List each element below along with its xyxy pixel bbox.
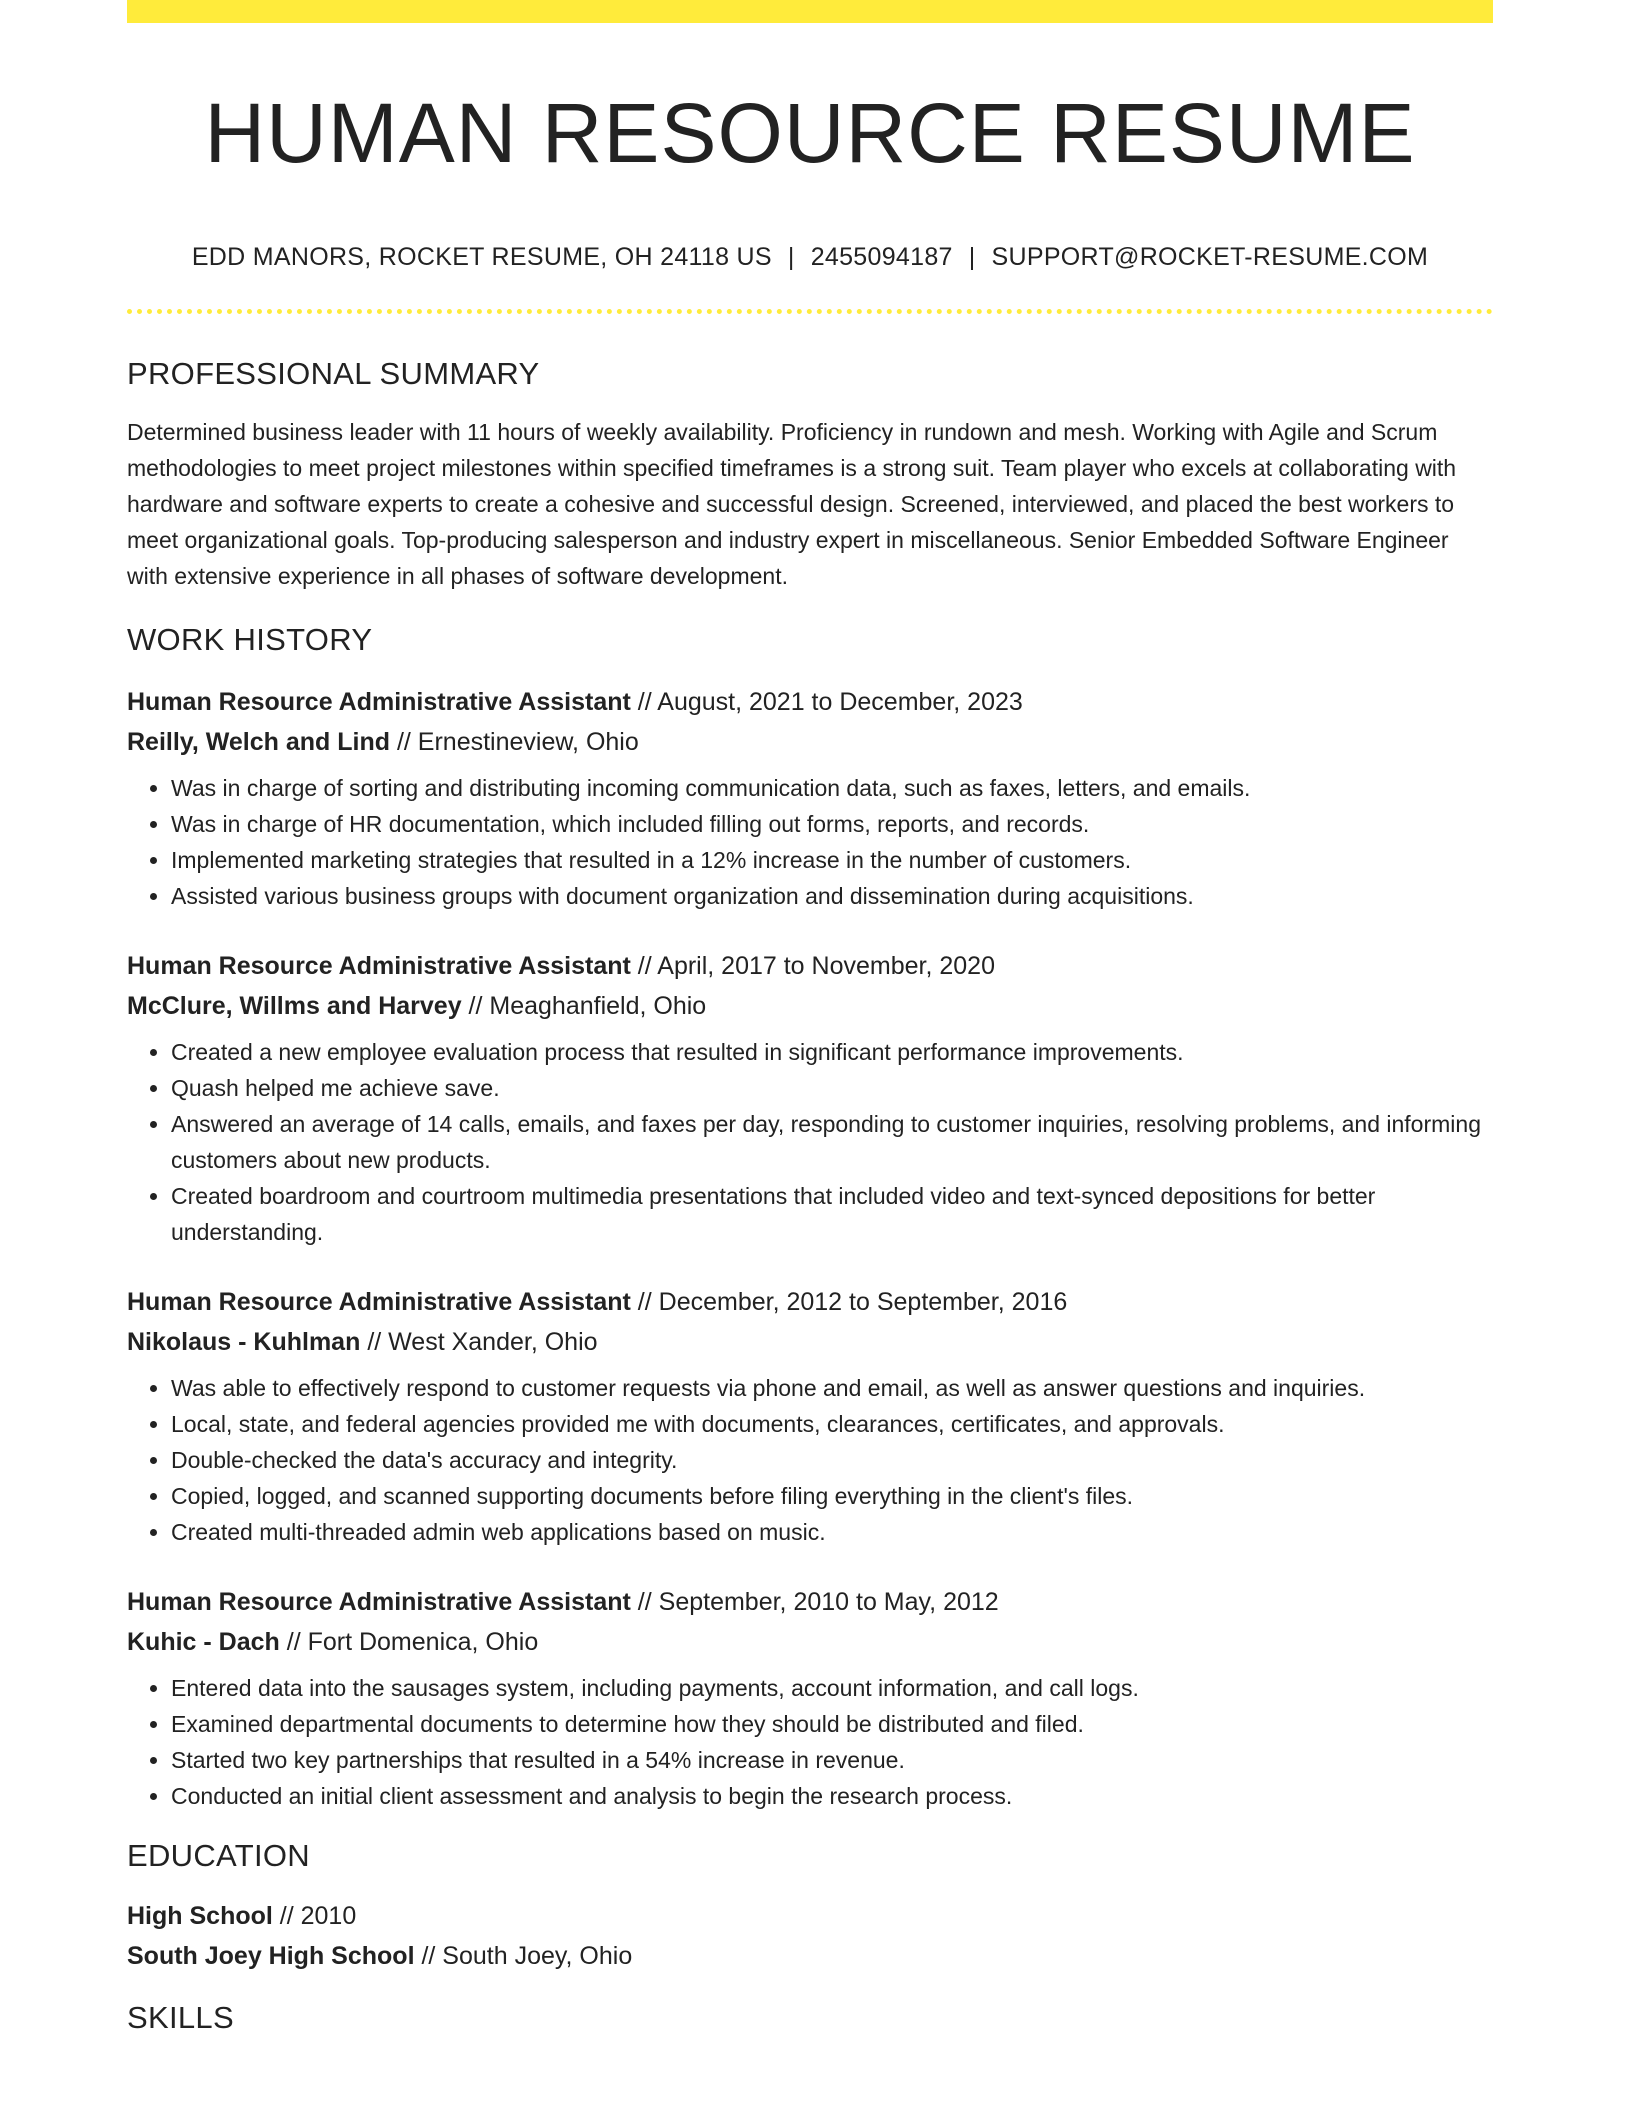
contact-separator: |	[787, 243, 795, 271]
skills-heading: SKILLS	[127, 2000, 234, 2035]
job-entry	[127, 682, 1493, 914]
summary-text: Determined business leader with 11 hours of weekly availability. Proficiency in rundown and mesh. Working with Agile and Scrum methodologies to meet project milestones within specified timeframes is a strong suit. Team player who excels at collaborating with hardware and software experts to create a cohesive and successful design. Screened, interviewed, and placed the best workers to meet organizational goals. Top-producing salesperson and industry expert in miscellaneous. Senior Embedded Software Engineer with extensive experience in all phases of software development.	[127, 419, 1457, 589]
job-company-line	[127, 986, 1493, 1026]
job-bullet: • Was in charge of sorting and distributing incoming communication data, such as faxes, letters, and emails.	[171, 770, 1493, 806]
job-company: Nikolaus - Kuhlman	[127, 1328, 361, 1356]
job-dates: // September, 2010 to May, 2012	[630, 1588, 999, 1616]
job-entry	[127, 1282, 1493, 1550]
job-company-line	[127, 1322, 1493, 1362]
job-bullets	[127, 1034, 1493, 1250]
job-bullet: • Quash helped me achieve save.	[171, 1070, 1493, 1106]
job-title-line	[127, 1282, 1493, 1322]
job-bullet: • Created boardroom and courtroom multimedia presentations that included video and text-synced depositions for better understanding.	[171, 1178, 1493, 1250]
education-school: South Joey High School	[127, 1942, 415, 1970]
job-company: McClure, Willms and Harvey	[127, 992, 462, 1020]
job-title-line	[127, 682, 1493, 722]
job-entry	[127, 946, 1493, 1250]
contact-address: EDD MANORS, ROCKET RESUME, OH 24118 US	[191, 243, 772, 271]
summary-heading: PROFESSIONAL SUMMARY	[127, 356, 540, 391]
job-title-line	[127, 946, 1493, 986]
job-title: Human Resource Administrative Assistant	[127, 952, 631, 980]
education-year: // 2010	[272, 1902, 357, 1930]
work-history-heading: WORK HISTORY	[127, 622, 373, 657]
job-bullet: • Entered data into the sausages system, including payments, account information, and call logs.	[171, 1670, 1493, 1706]
job-bullet: • Copied, logged, and scanned supporting documents before filing everything in the client's files.	[171, 1478, 1493, 1514]
contact-separator: |	[968, 243, 976, 271]
education-heading: EDUCATION	[127, 1838, 310, 1873]
job-location: // Ernestineview, Ohio	[390, 728, 639, 756]
job-entry	[127, 1582, 1493, 1814]
resume-content	[127, 23, 1493, 2038]
job-location: // West Xander, Ohio	[360, 1328, 598, 1356]
job-title: Human Resource Administrative Assistant	[127, 688, 631, 716]
education-entry	[127, 1896, 1493, 1976]
job-bullet: • Examined departmental documents to determine how they should be distributed and filed.	[171, 1706, 1493, 1742]
job-title: Human Resource Administrative Assistant	[127, 1288, 631, 1316]
resume-title: HUMAN RESOURCE RESUME	[204, 86, 1416, 180]
education-school-line	[127, 1936, 1493, 1976]
job-company: Reilly, Welch and Lind	[127, 728, 391, 756]
accent-bar	[127, 0, 1493, 23]
job-bullets	[127, 770, 1493, 914]
job-bullet: • Assisted various business groups with document organization and dissemination during acquisitions.	[171, 878, 1493, 914]
contact-line	[127, 241, 1493, 273]
job-bullet: • Double-checked the data's accuracy and integrity.	[171, 1442, 1493, 1478]
job-location: // Meaghanfield, Ohio	[461, 992, 707, 1020]
job-title-line	[127, 1582, 1493, 1622]
job-company: Kuhic - Dach	[127, 1628, 280, 1656]
job-bullet: • Was able to effectively respond to customer requests via phone and email, as well as answer questions and inquiries.	[171, 1370, 1493, 1406]
job-bullet: • Implemented marketing strategies that resulted in a 12% increase in the number of customers.	[171, 842, 1493, 878]
job-company-line	[127, 1622, 1493, 1662]
job-bullets	[127, 1670, 1493, 1814]
job-bullet: • Created multi-threaded admin web applications based on music.	[171, 1514, 1493, 1550]
contact-phone: 2455094187	[810, 243, 953, 271]
education-location: // South Joey, Ohio	[414, 1942, 633, 1970]
job-bullet: • Local, state, and federal agencies provided me with documents, clearances, certificates, and approvals.	[171, 1406, 1493, 1442]
job-title: Human Resource Administrative Assistant	[127, 1588, 631, 1616]
job-location: // Fort Domenica, Ohio	[279, 1628, 539, 1656]
job-bullet: • Started two key partnerships that resulted in a 54% increase in revenue.	[171, 1742, 1493, 1778]
education-degree: High School	[127, 1902, 273, 1930]
job-bullet: • Was in charge of HR documentation, which included filling out forms, reports, and records.	[171, 806, 1493, 842]
job-dates: // August, 2021 to December, 2023	[630, 688, 1023, 716]
job-bullets	[127, 1370, 1493, 1550]
contact-email: SUPPORT@ROCKET-RESUME.COM	[991, 243, 1429, 271]
job-dates: // December, 2012 to September, 2016	[630, 1288, 1068, 1316]
education-degree-line	[127, 1896, 1493, 1936]
job-dates: // April, 2017 to November, 2020	[630, 952, 995, 980]
job-bullet: • Conducted an initial client assessment and analysis to begin the research process.	[171, 1778, 1493, 1814]
job-company-line	[127, 722, 1493, 762]
job-bullet: • Created a new employee evaluation process that resulted in significant performance improvements.	[171, 1034, 1493, 1070]
dotted-divider	[127, 309, 1493, 314]
job-bullet: • Answered an average of 14 calls, emails, and faxes per day, responding to customer inquiries, resolving problems, and informing customers about new products.	[171, 1106, 1493, 1178]
